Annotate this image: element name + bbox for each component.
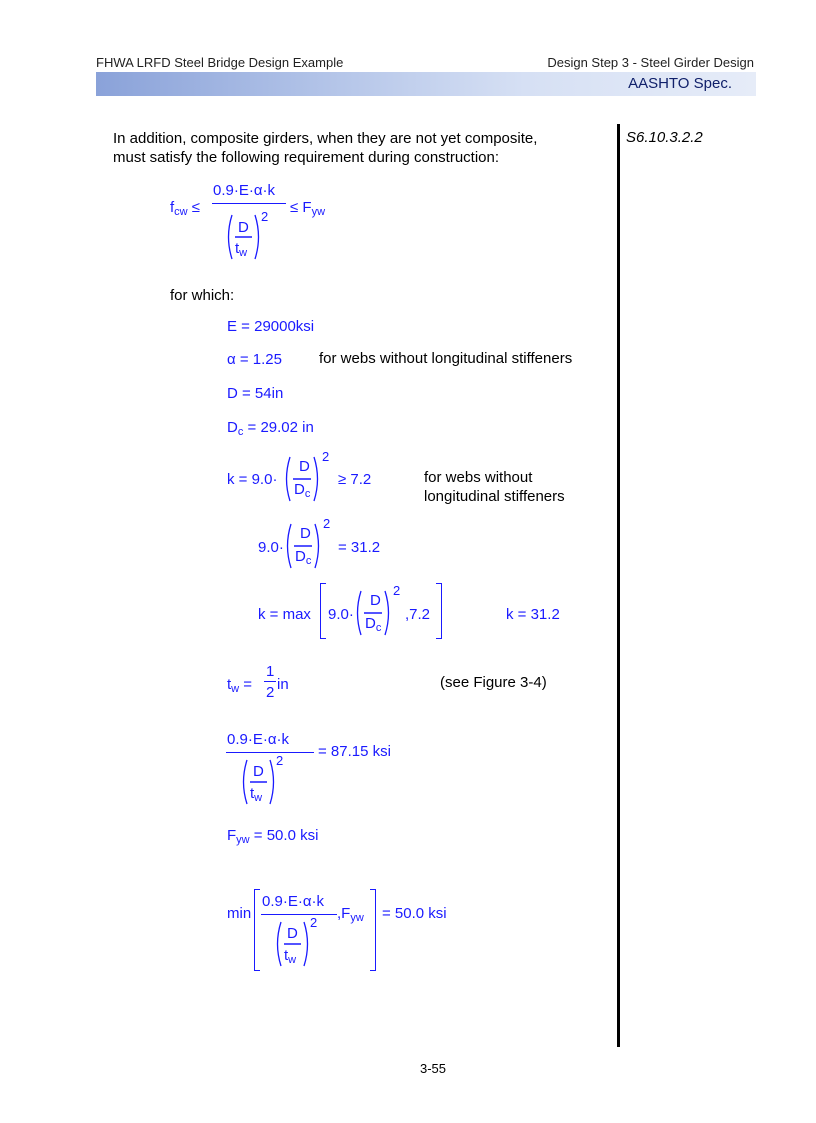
tw-fraction-bar <box>264 681 276 682</box>
k-max-inner: 9.0· <box>328 606 354 623</box>
main-exponent: 2 <box>261 209 269 224</box>
k-eq-exponent: 2 <box>322 449 330 464</box>
alpha-note: for webs without longitudinal stiffeners <box>319 350 573 367</box>
intro-line-2: must satisfy the following requirement during construction: <box>113 149 500 166</box>
k-val-rhs: = 31.2 <box>338 539 381 556</box>
E-value: E = 29000ksi <box>227 318 315 335</box>
min-right-bracket <box>370 889 376 971</box>
tw-lhs: $t_w$ = <box>227 676 253 695</box>
k-eq-Dc: $D_c$ <box>294 481 311 500</box>
tw-denominator: 2 <box>266 684 275 701</box>
Fyw-value: $F_{yw} = 50.0$ ksi <box>227 827 319 846</box>
ratio-D: D <box>253 763 264 780</box>
k-max-D: D <box>370 592 381 609</box>
fcw-lhs: $f_{cw}$ ≤ <box>170 199 201 218</box>
min-fraction-bar <box>261 914 337 915</box>
min-lhs: min <box>227 905 252 922</box>
aashto-spec-label: AASHTO Spec. <box>628 75 732 92</box>
tw-note: (see Figure 3-4) <box>440 674 547 691</box>
k-max-left-bracket <box>320 583 326 639</box>
tw-unit: in <box>277 676 289 693</box>
k-max-tail: ,7.2 <box>405 606 431 623</box>
k-eq-rhs: ≥ 7.2 <box>338 471 372 488</box>
min-numerator: 0.9·E·α·k <box>262 893 325 910</box>
k-max-Dc: $D_c$ <box>365 615 382 634</box>
k-max-exponent: 2 <box>393 583 401 598</box>
ratio-exponent: 2 <box>276 753 284 768</box>
k-eq-lhs: k = 9.0· <box>227 471 278 488</box>
min-tw: $t_w$ <box>284 947 297 966</box>
main-fraction-bar <box>212 203 286 204</box>
k-note-line-2: longitudinal stiffeners <box>424 488 565 505</box>
min-tail: $,F_{yw}$ <box>337 905 364 924</box>
page-number: 3-55 <box>420 1061 447 1076</box>
ratio-fraction-bar <box>226 752 314 753</box>
ratio-rhs: = 87.15 ksi <box>318 743 391 760</box>
k-val-Dc: $D_c$ <box>295 548 312 567</box>
tw-numerator: 1 <box>266 663 275 680</box>
k-val-exponent: 2 <box>323 516 331 531</box>
ratio-tw: $t_w$ <box>250 785 263 804</box>
k-val-D: D <box>300 525 311 542</box>
k-max-lhs: k = max <box>258 606 311 623</box>
k-max-result: k = 31.2 <box>506 606 560 623</box>
main-tw: $t_w$ <box>235 240 248 259</box>
k-max-right-bracket <box>436 583 442 639</box>
header-right: Design Step 3 - Steel Girder Design <box>547 55 754 70</box>
Dc-value: $D_c = 29.02$ in <box>227 419 314 438</box>
k-note-line-1: for webs without <box>424 469 533 486</box>
for-which-label: for which: <box>170 287 235 304</box>
ratio-numerator: 0.9·E·α·k <box>227 731 290 748</box>
min-rhs: = 50.0 ksi <box>382 905 447 922</box>
column-divider <box>617 124 620 1047</box>
main-rhs: ≤ $F_{yw}$ <box>290 199 326 218</box>
main-numerator: 0.9·E·α·k <box>213 182 276 199</box>
main-D: D <box>238 219 249 236</box>
D-value: D = 54in <box>227 385 284 402</box>
min-exponent: 2 <box>310 915 318 930</box>
min-D: D <box>287 925 298 942</box>
header-left: FHWA LRFD Steel Bridge Design Example <box>96 55 344 70</box>
k-val-lhs: 9.0· <box>258 539 284 556</box>
k-eq-D: D <box>299 458 310 475</box>
header-band <box>96 72 756 96</box>
min-left-bracket <box>254 889 260 971</box>
spec-reference: S6.10.3.2.2 <box>626 129 703 146</box>
alpha-value: α = 1.25 <box>227 351 282 368</box>
intro-line-1: In addition, composite girders, when they are not yet composite, <box>113 130 538 147</box>
